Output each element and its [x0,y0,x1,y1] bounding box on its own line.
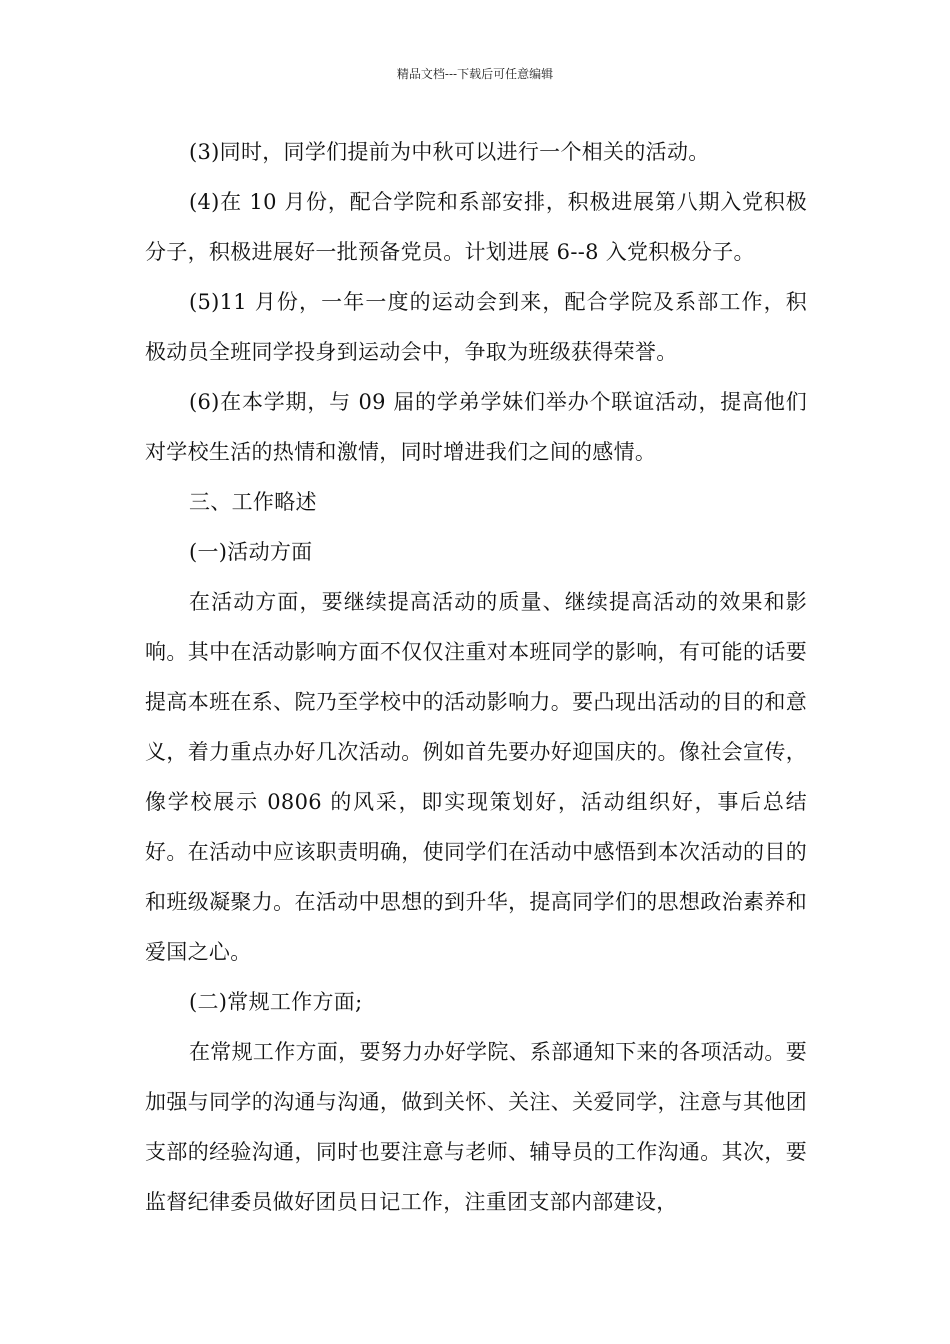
document-body [145,127,807,1227]
paragraph-semester: (6)在本学期，与 09 届的学弟学妹们举办个联谊活动，提高他们对学校生活的热情和激情，同时增进我们之间的感情。 [145,390,807,464]
subheading-activities: (一)活动方面 [189,540,313,564]
subheading-routine-work: (二)常规工作方面; [189,990,363,1014]
paragraph-routine-work: 在常规工作方面，要努力办好学院、系部通知下来的各项活动。要加强与同学的沟通与沟通，做到关怀、关注、关爱同学，注意与其他团支部的经验沟通，同时也要注意与老师、辅导员的工作沟通。其次，要监督纪律委员做好团员日记工作，注重团支部内部建设， [145,1040,807,1214]
paragraph-october: (4)在 10 月份，配合学院和系部安排，积极进展第八期入党积极分子，积极进展好一批预备党员。计划进展 6--8 入党积极分子。 [145,190,807,264]
paragraph-mid-autumn: (3)同时，同学们提前为中秋可以进行一个相关的活动。 [189,140,710,164]
page-header: 精品文档---下载后可任意编辑 [396,67,554,81]
paragraph-november: (5)11 月份，一年一度的运动会到来，配合学院及系部工作，积极动员全班同学投身到运动会中，争取为班级获得荣誉。 [145,290,807,364]
section-heading-work-overview: 三、工作略述 [189,490,317,514]
paragraph-activities: 在活动方面，要继续提高活动的质量、继续提高活动的效果和影响。其中在活动影响方面不仅仅注重对本班同学的影响，有可能的话要提高本班在系、院乃至学校中的活动影响力。要凸现出活动的目的和意义，着力重点办好几次活动。例如首先要办好迎国庆的。像社会宣传，像学校展示 0806 的风采，即实现策划好，活动组织好，事后总结好。在活动中应该职责明确，使同学们在活动中感悟到本次活动的目的和班级凝聚力。在活动中思想的到升华，提高同学们的思想政治素养和爱国之心。 [145,590,807,964]
